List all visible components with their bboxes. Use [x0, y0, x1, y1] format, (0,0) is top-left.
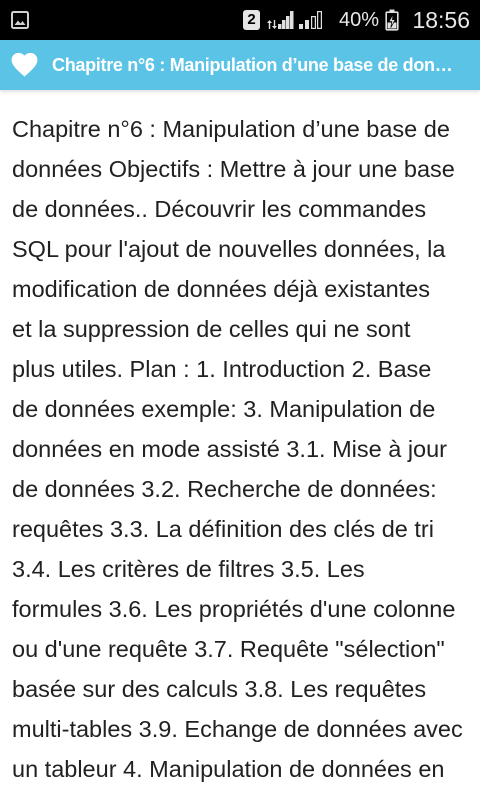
- content-text-line: un tableur 4. Manipulation de données en: [12, 756, 445, 782]
- status-bar[interactable]: [0, 0, 480, 40]
- clock-time: 18:56: [412, 7, 470, 33]
- battery-percentage: 40%: [339, 9, 380, 31]
- content-text-line: basée sur des calculs 3.8. Les requêtes: [12, 676, 427, 702]
- content-text-line: plus utiles. Plan : 1. Introduction 2. Base: [12, 356, 432, 382]
- sim2-signal-icon: [297, 9, 324, 30]
- content-text-line: ou d'une requête 3.7. Requête "sélection": [12, 636, 445, 662]
- battery-charging-icon: [385, 9, 399, 31]
- content-text-line: modification de données déjà existantes: [12, 276, 431, 302]
- content-text-line: de données exemple: 3. Manipulation de: [12, 396, 436, 422]
- app-bar-title: Chapitre n°6 : Manipulation d’une base de don…: [52, 55, 453, 75]
- content-text-line: de données 3.2. Recherche de données:: [12, 476, 437, 502]
- content-text-line: de données.. Découvrir les commandes: [12, 196, 427, 222]
- content-text-line: multi-tables 3.9. Echange de données avec: [12, 716, 463, 742]
- content-text-line: 3.4. Les critères de filtres 3.5. Les: [12, 556, 365, 582]
- app-bar: [0, 40, 480, 90]
- content-text-line: données en mode assisté 3.1. Mise à jour: [12, 436, 448, 462]
- content-text-line: Chapitre n°6 : Manipulation d’une base de: [12, 116, 450, 142]
- content-text-line: SQL pour l'ajout de nouvelles données, la: [12, 236, 446, 262]
- heart-icon[interactable]: [9, 49, 40, 80]
- content-text-line: formules 3.6. Les propriétés d'une colonne: [12, 596, 456, 622]
- content-text-line: données Objectifs : Mettre à jour une base: [12, 156, 455, 182]
- content-text-line: requêtes 3.3. La définition des clés de tri: [12, 516, 434, 542]
- chapter-content[interactable]: [0, 90, 480, 800]
- content-text-line: et la suppression de celles qui ne sont: [12, 316, 411, 342]
- sim-2-icon: 2: [243, 10, 260, 30]
- sim1-signal-icon: [266, 9, 295, 30]
- gallery-notification-icon: [11, 11, 29, 29]
